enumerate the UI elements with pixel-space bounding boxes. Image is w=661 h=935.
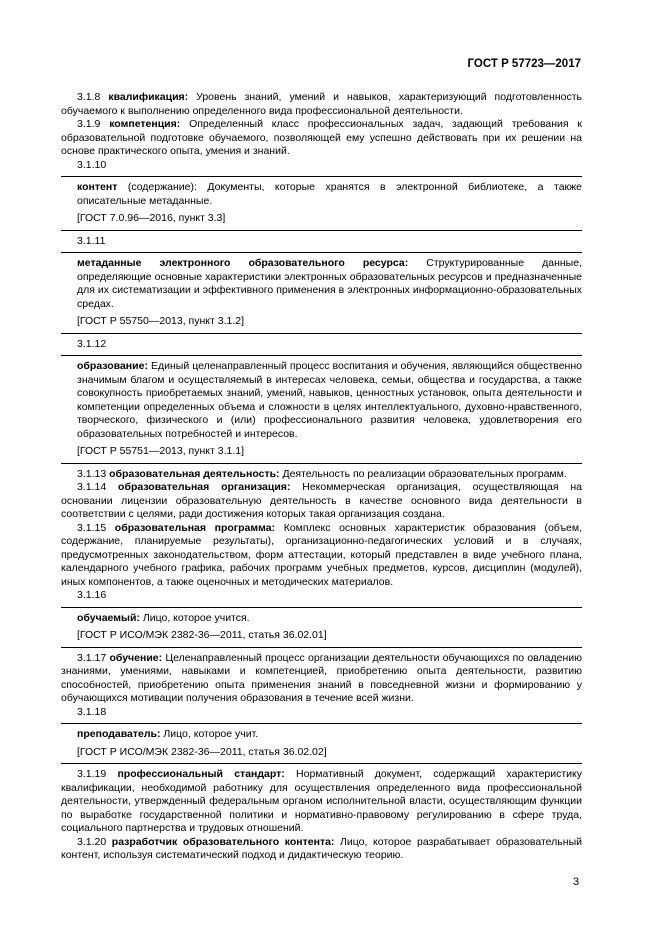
entry-text: Лицо, которое учится.: [139, 611, 250, 624]
definition-source: [ГОСТ 7.0.96—2016, пункт 3.3]: [77, 212, 226, 224]
definition-box-3-1-12: [61, 355, 582, 464]
entry-term: компетенция:: [109, 118, 181, 130]
entry-term: обучаемый:: [77, 611, 140, 624]
entry-term: преподаватель:: [77, 728, 161, 740]
entry-number: 3.1.19: [77, 768, 107, 780]
page-number: 3: [573, 876, 580, 888]
entry-text: Уровень знаний, умений и навыков, характеризующий подготовленность обучаемого к выполнению определенного вида профессиональной деятельности.: [61, 91, 582, 117]
entry-text: Комплекс основных характеристик образования (объем, содержание, планируемые результаты), организационно-педагогических условий и в случаях, предусмотренных законодательством, форм аттестации, который представлен в виде учебного плана, календарного учебного графика, рабочих программ учебных предметов, курсов, дисциплин (модулей), иных компонентов, а также оценочных и методических материалов.: [61, 521, 582, 588]
definition-source: [ГОСТ Р 55751—2013, пункт 3.1.1]: [77, 445, 245, 457]
entry-number: 3.1.17: [77, 651, 107, 664]
entry-term: образовательная организация:: [118, 481, 291, 493]
entry-term: образование:: [77, 360, 148, 372]
entry-term: профессиональный стандарт:: [117, 768, 285, 780]
entry-term: образовательная деятельность:: [109, 467, 280, 480]
entry-text: Лицо, которое разрабатывает образовательный контент, используя систематический подход и дидактическую теорию.: [61, 835, 582, 861]
entry-3-1-20: [61, 836, 582, 863]
entry-number: 3.1.9: [77, 118, 101, 130]
definition-source: [ГОСТ Р 55750—2013, пункт 3.1.2]: [77, 315, 245, 327]
entry-text: Единый целенаправленный процесс воспитания и обучения, являющийся общественно значимым благом и осуществляемый в интересах человека, семьи, общества и государства, а также совокупность приобретаемых знаний, умений, навыков, ценностных установок, опыта деятельности и компетенции определенных объема и сложности в целях интеллектуального, духовно-нравственного, творческого, физического и (или) профессионального развития человека, удовлетворения его образовательных потребностей и интересов.: [77, 360, 582, 440]
entry-term: обучение:: [109, 651, 163, 664]
entry-number-3-1-16: 3.1.16: [77, 589, 107, 601]
definition-text: [77, 728, 582, 742]
entry-text: Нормативный документ, содержащий характеристику квалификации, необходимой работнику для осуществления определенного вида профессиональной деятельности, утвержденный федеральным органом исполнительной власти, осуществляющим функции по выработке государственной политики и нормативно-правовому регулированию в сфере труда, социального партнерства и трудовых отношений.: [61, 768, 582, 834]
definition-source: [ГОСТ Р ИСО/МЭК 2382-36—2011, статья 36.02.01]: [77, 629, 327, 641]
entry-text: Деятельность по реализации образовательных программ.: [279, 467, 567, 480]
definition-source: [ГОСТ Р ИСО/МЭК 2382-36—2011, статья 36.02.02]: [77, 745, 327, 758]
entry-3-1-8: [61, 91, 582, 118]
entry-term: разработчик образовательного контента:: [111, 835, 335, 848]
definition-text: [77, 360, 582, 441]
entry-term: контент: [77, 181, 118, 193]
entry-text: Целенаправленный процесс организации деятельности обучающихся по овладению знаниями, умениями, навыками и компетенцией, приобретению опыта деятельности, развитию способностей, приобретению опыта применения знаний в повседневной жизни и формированию у обучающихся мотивации получения образования в течение всей жизни.: [61, 651, 582, 704]
entry-3-1-9: [61, 118, 582, 159]
entry-term: образовательная программа:: [114, 521, 276, 534]
entry-text: (содержание): Документы, которые хранятся в электронной библиотеке, а также описательные метаданные.: [77, 181, 582, 207]
entry-text: Определенный класс профессиональных задач, задающий требования к образовательной подготовке обучаемого, позволяющей ему успешно действовать при их решении на основе практического опыта, умения и знаний.: [61, 118, 583, 157]
entry-number-3-1-12: 3.1.12: [77, 337, 107, 350]
entry-number: 3.1.13: [77, 467, 107, 480]
definition-text: [77, 257, 582, 311]
entry-text: Некоммерческая организация, осуществляющая на основании лицензии образовательную деятельность в качестве основного вида деятельности в соответствии с целями, ради достижения которых такая организация создана.: [61, 481, 583, 520]
entry-term: метаданные электронного образовательного ресурса:: [77, 257, 409, 269]
entry-3-1-13: [61, 468, 582, 482]
entry-term: квалификация:: [108, 91, 189, 103]
entry-text: Лицо, которое учит.: [160, 728, 259, 740]
definition-text: [77, 181, 582, 208]
entry-number-3-1-18: 3.1.18: [77, 705, 107, 718]
definition-box-3-1-18: [61, 723, 582, 764]
entry-number: 3.1.15: [77, 521, 107, 534]
entry-3-1-14: [61, 481, 582, 522]
standard-code-header: ГОСТ Р 57723—2017: [467, 58, 581, 70]
entry-3-1-19: [61, 768, 582, 836]
definition-text: [77, 612, 582, 626]
definition-box-3-1-11: [61, 252, 582, 334]
entry-number-3-1-11: 3.1.11: [77, 234, 106, 247]
definition-box-3-1-16: [61, 607, 582, 648]
entry-text: Структурированные данные, определяющие основные характеристики электронных образовательных ресурсов и предназначенные для их систематизации и эффективного применения в электронных информационно-образовательных средах.: [77, 257, 582, 310]
definition-box-3-1-10: [61, 176, 582, 231]
entry-3-1-17: [61, 652, 582, 706]
entry-number: 3.1.14: [77, 481, 107, 493]
document-body: [61, 91, 582, 863]
entry-number-3-1-10: 3.1.10: [77, 158, 107, 171]
entry-number: 3.1.20: [77, 835, 107, 848]
entry-3-1-15: [61, 522, 582, 590]
entry-number: 3.1.8: [77, 91, 101, 103]
